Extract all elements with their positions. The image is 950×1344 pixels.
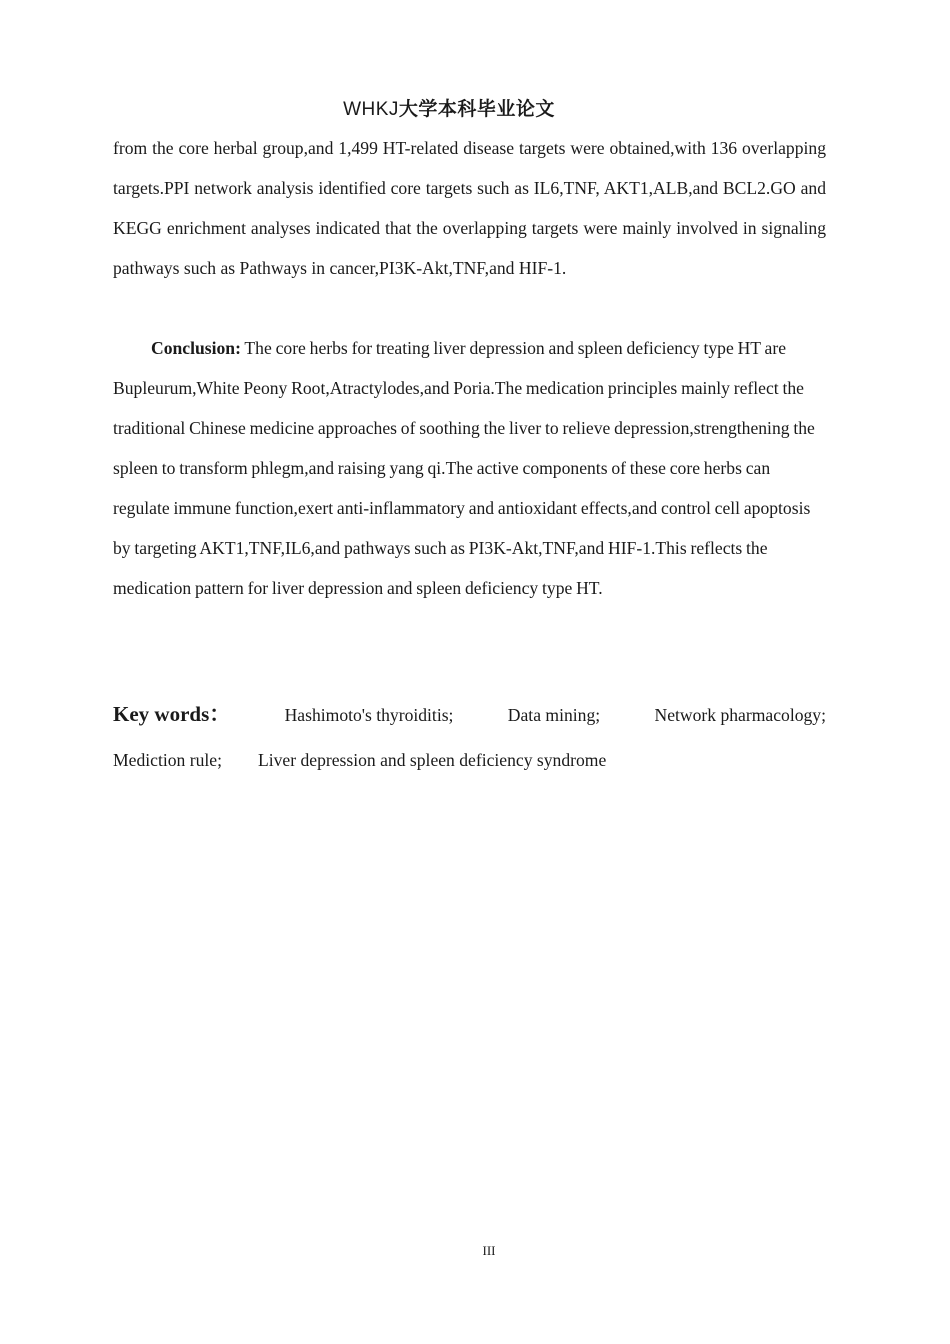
keyword-item: Hashimoto's thyroiditis;: [284, 705, 454, 725]
keyword-item: Network pharmacology;: [654, 705, 826, 725]
page-number: III: [482, 1243, 496, 1258]
keyword-item: Data mining;: [507, 705, 601, 725]
header-university-code: WHKJ: [343, 99, 399, 120]
conclusion-paragraph: [113, 328, 826, 608]
keywords-section: [113, 694, 826, 780]
keyword-item: Liver depression and spleen deficiency syndrome: [257, 750, 607, 770]
header-thesis-title: 大学本科毕业论文: [398, 98, 555, 120]
keyword-item: Mediction rule;: [113, 750, 222, 770]
page-header: [0, 96, 898, 123]
keywords-label: Key words：: [113, 702, 231, 726]
results-paragraph: from the core herbal group,and 1,499 HT-related disease targets were obtained,with 136 overlapping targets.PPI network analysis identified core targets such as IL6,TNF, AKT1,ALB,and BCL2.GO and KEGG enrichment analyses indicated that the overlapping targets were mainly involved in signaling pathways such as Pathways in cancer,PI3K-Akt,TNF,and HIF-1.: [113, 138, 826, 278]
conclusion-label: Conclusion:: [151, 338, 241, 358]
conclusion-text: The core herbs for treating liver depression and spleen deficiency type HT are Bupleurum,White Peony Root,Atractylodes,and Poria.The medication principles mainly reflect the traditional Chinese medicine approaches of soothing the liver to relieve depression,strengthening the spleen to transform phlegm,and raising yang qi.The active components of these core herbs can regulate immune function,exert anti-inflammatory and antioxidant effects,and control cell apoptosis by targeting AKT1,TNF,IL6,and pathways such as PI3K-Akt,TNF,and HIF-1.This reflects the medication pattern for liver depression and spleen deficiency type HT.: [113, 338, 815, 598]
